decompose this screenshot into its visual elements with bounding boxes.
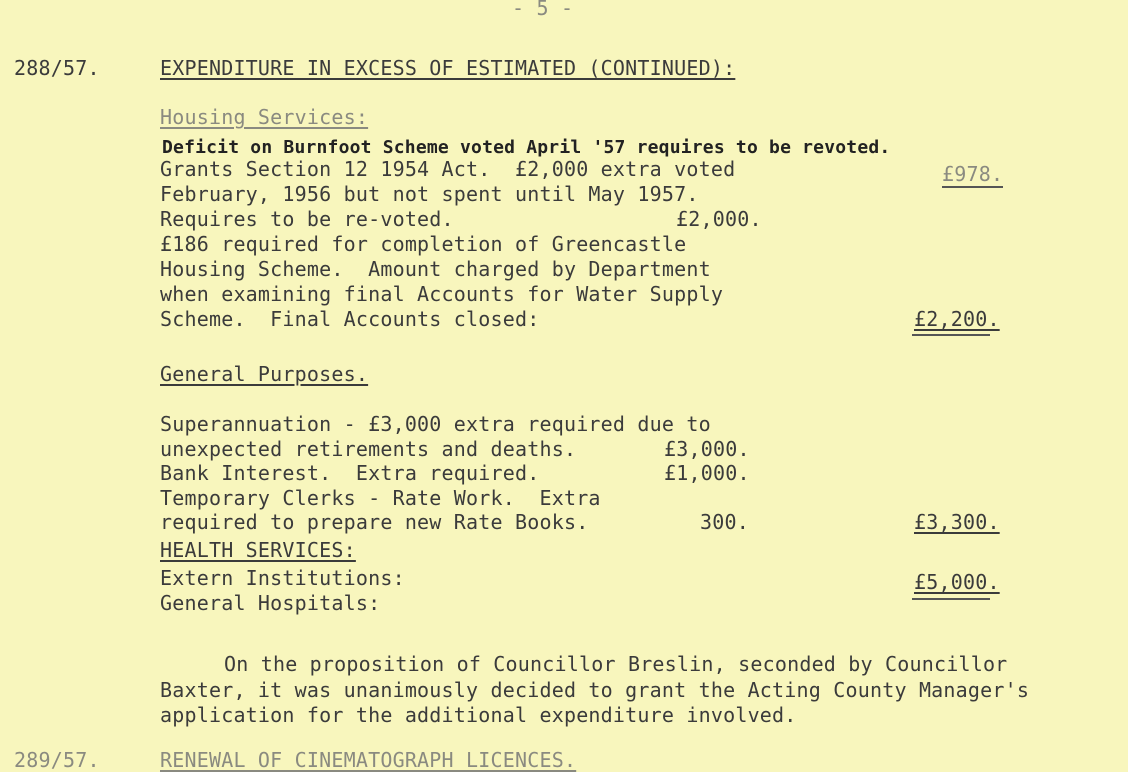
housing-bold-line: Deficit on Burnfoot Scheme voted April '57 requires to be revoted. — [162, 137, 891, 158]
minute-ref-289: 289/57. — [14, 748, 100, 772]
minute-ref-288: 288/57. — [14, 56, 100, 80]
housing-total: £2,200. — [914, 307, 1000, 331]
general-amount-1: £3,000. — [664, 437, 750, 461]
general-line-4: Temporary Clerks - Rate Work. Extra — [160, 486, 601, 510]
housing-line-1: Grants Section 12 1954 Act. £2,000 extra voted — [160, 157, 736, 181]
housing-line-3: Requires to be re-voted. — [160, 207, 454, 231]
health-heading: HEALTH SERVICES: — [160, 538, 356, 562]
general-total: £3,300. — [914, 510, 1000, 534]
health-total: £5,000. — [914, 570, 1000, 594]
general-heading: General Purposes. — [160, 362, 369, 386]
general-line-1: Superannuation - £3,000 extra required due to — [160, 412, 711, 436]
housing-line-4: £186 required for completion of Greencastle — [160, 232, 687, 256]
general-amount-2: £1,000. — [664, 461, 750, 485]
general-line-2: unexpected retirements and deaths. — [160, 437, 577, 461]
housing-heading: Housing Services: — [160, 105, 369, 129]
housing-line-7: Scheme. Final Accounts closed: — [160, 307, 540, 331]
general-line-5: required to prepare new Rate Books. — [160, 510, 589, 534]
resolution-line-1: On the proposition of Councillor Breslin, seconded by Councillor — [224, 652, 1008, 676]
housing-revote-amount: £2,000. — [676, 207, 762, 231]
section-heading-expenditure: EXPENDITURE IN EXCESS OF ESTIMATED (CONTINUED): — [160, 56, 736, 80]
general-amount-3: 300. — [700, 510, 749, 534]
section-heading-cinematograph: RENEWAL OF CINEMATOGRAPH LICENCES. — [160, 748, 577, 772]
health-line-2: General Hospitals: — [160, 591, 381, 615]
resolution-line-2: Baxter, it was unanimously decided to grant the Acting County Manager's — [160, 678, 1030, 702]
page-number: - 5 - — [512, 0, 574, 20]
health-total-double-rule — [912, 598, 990, 600]
general-line-3: Bank Interest. Extra required. — [160, 461, 540, 485]
housing-line-6: when examining final Accounts for Water Supply — [160, 282, 724, 306]
health-line-1: Extern Institutions: — [160, 566, 405, 590]
housing-line-5: Housing Scheme. Amount charged by Department — [160, 257, 711, 281]
housing-total-double-rule — [912, 334, 990, 336]
housing-line-2: February, 1956 but not spent until May 1957. — [160, 182, 699, 206]
housing-right-amount: £978. — [942, 162, 1004, 186]
resolution-line-3: application for the additional expenditure involved. — [160, 703, 797, 727]
